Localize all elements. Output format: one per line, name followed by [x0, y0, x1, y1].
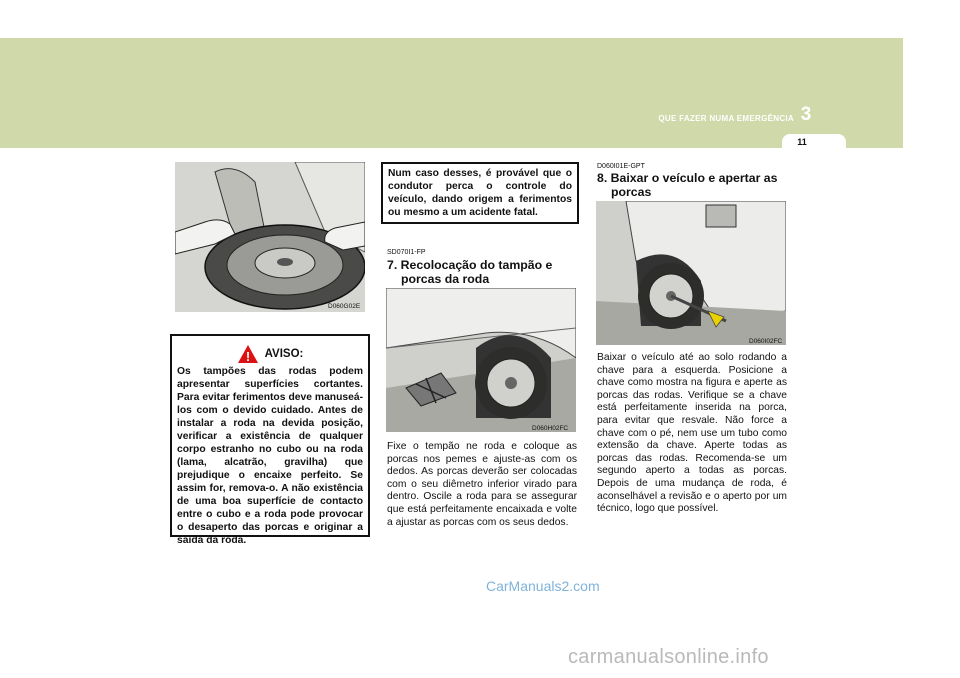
warning-header [177, 344, 363, 364]
page-number: 11 [797, 137, 807, 147]
step7-heading [387, 258, 579, 286]
step7-heading-line1: 7. Recolocação do tampão e [387, 258, 553, 272]
warning-continuation-box [381, 162, 579, 224]
step8-heading-line2: porcas [611, 185, 652, 199]
svg-text:!: ! [245, 349, 250, 364]
watermark-carmanualsonline[interactable]: carmanualsonline.info [568, 646, 769, 668]
warning-text: Os tampões das rodas podem apresentar superfícies cortantes. Para evitar ferimentos deve manuseá-los com o devido cuidado. Antes de instalar a roda na devida posição, verificar a existência de qualquer corpo estranho no cubo ou na roda (lama, alcatrão, gravilha) que prejudique o encaixe perfeito. Se assim for, remova-o. A não existência de uma boa superfície de contacto entre o cubo e a roda pode provocar o desaperto das porcas e originar a saída da roda. [177, 366, 363, 546]
figure-lowering-jack [386, 288, 576, 432]
step8-text: Baixar o veículo até ao solo rodando a chave para a esquerda. Posicione a chave como mostra na figura e aperte as porcas das rodas. Verifique se a chave está perfeitamente inserida na porca, para evitar que resvale. Não force a chave com o pé, nem use um tubo como extensão da chave. Aperte todas as porcas das rodas. Recomenda-se um segundo aperto a todas as porcas. Depois de uma mudança de roda, é aconselhável a revisão e o aperto por um técnico, logo que possível. [597, 352, 787, 515]
figure-code-wrench: D060I02FC [749, 338, 783, 345]
step8-heading-line1: 8. Baixar o veículo e apertar as [597, 171, 778, 185]
chapter-number: 3 [800, 104, 812, 125]
spare-tire-illustration [175, 162, 365, 312]
watermark-carmanuals[interactable]: CarManuals2.com [486, 578, 600, 594]
chapter-title: QUE FAZER NUMA EMERGÊNCIA [658, 114, 794, 123]
warning-title: AVISO: [264, 347, 304, 360]
figure-code-jack: D060H02FC [532, 425, 569, 432]
step7-heading-line2: porcas da roda [401, 272, 490, 286]
wrench-wheel-illustration [596, 201, 786, 345]
figure-code-tire: D060G02E [328, 303, 361, 310]
warning-continuation-text: Num caso desses, é provável que o condutor perca o controle do veículo, dando origem a ferimentos ou mesmo a um acidente fatal. [388, 168, 572, 218]
warning-box [170, 334, 370, 546]
figure-spare-tire [175, 162, 365, 312]
step8-code: D060I01E-GPT [597, 163, 645, 170]
jack-wheel-illustration [386, 288, 576, 432]
step7-code: SD070I1-FP [387, 249, 426, 256]
chapter-header-band [0, 38, 903, 148]
step7-text: Fixe o tempão ne roda e coloque as porcas nos pemes e ajuste-as com os dedos. As porcas deverão ser colocadas com o seu diêmetro inferior virado para dentro. Oscile a roda para se assegurar que está perfeitamente encaixada e volte a ajustar as porcas com os seus dedos. [387, 441, 577, 528]
warning-triangle-icon [237, 344, 259, 364]
figure-tighten-nuts [596, 201, 786, 345]
step8-heading [597, 171, 789, 199]
